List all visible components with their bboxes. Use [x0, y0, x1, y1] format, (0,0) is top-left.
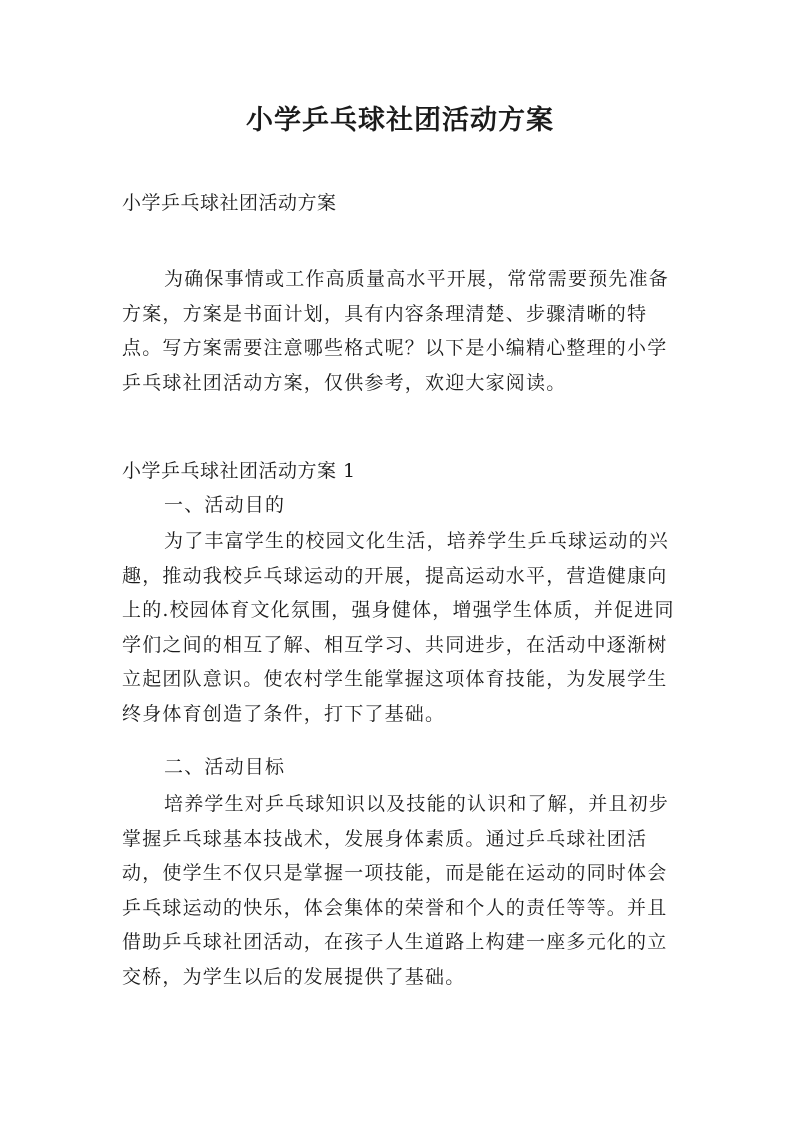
intro-paragraph: 为确保事情或工作高质量高水平开展，常常需要预先准备方案，方案是书面计划，具有内容条理清楚、步骤清晰的特点。写方案需要注意哪些格式呢？以下是小编精心整理的小学乒乓球社团活动方案，仅供参考，欢迎大家阅读。: [122, 268, 670, 394]
document-title: 小学乒乓球社团活动方案: [246, 105, 554, 136]
heading-activity-goals: 二、活动目标: [164, 756, 286, 778]
paragraph-activity-goals: 培养学生对乒乓球知识以及技能的认识和了解，并且初步掌握乒乓球基本技战术，发展身体素质。通过乒乓球社团活动，使学生不仅只是掌握一项技能，而是能在运动的同时体会乒乓球运动的快乐，体会集体的荣誉和个人的责任等等。并且借助乒乓球社团活动，在孩子人生道路上构建一座多元化的立交桥，为学生以后的发展提供了基础。: [122, 793, 670, 988]
paragraph-activity-purpose: 为了丰富学生的校园文化生活，培养学生乒乓球运动的兴趣，推动我校乒乓球运动的开展，提高运动水平，营造健康向上的.校园体育文化氛围，强身健体，增强学生体质，并促进同学们之间的相互了解、相互学习、共同进步，在活动中逐渐树立起团队意识。使农村学生能掌握这项体育技能，为发展学生终身体育创造了条件，打下了基础。: [122, 530, 675, 725]
heading-activity-purpose: 一、活动目的: [164, 494, 286, 516]
document-subtitle: 小学乒乓球社团活动方案: [122, 192, 337, 214]
section-title: 小学乒乓球社团活动方案 1: [122, 460, 356, 482]
